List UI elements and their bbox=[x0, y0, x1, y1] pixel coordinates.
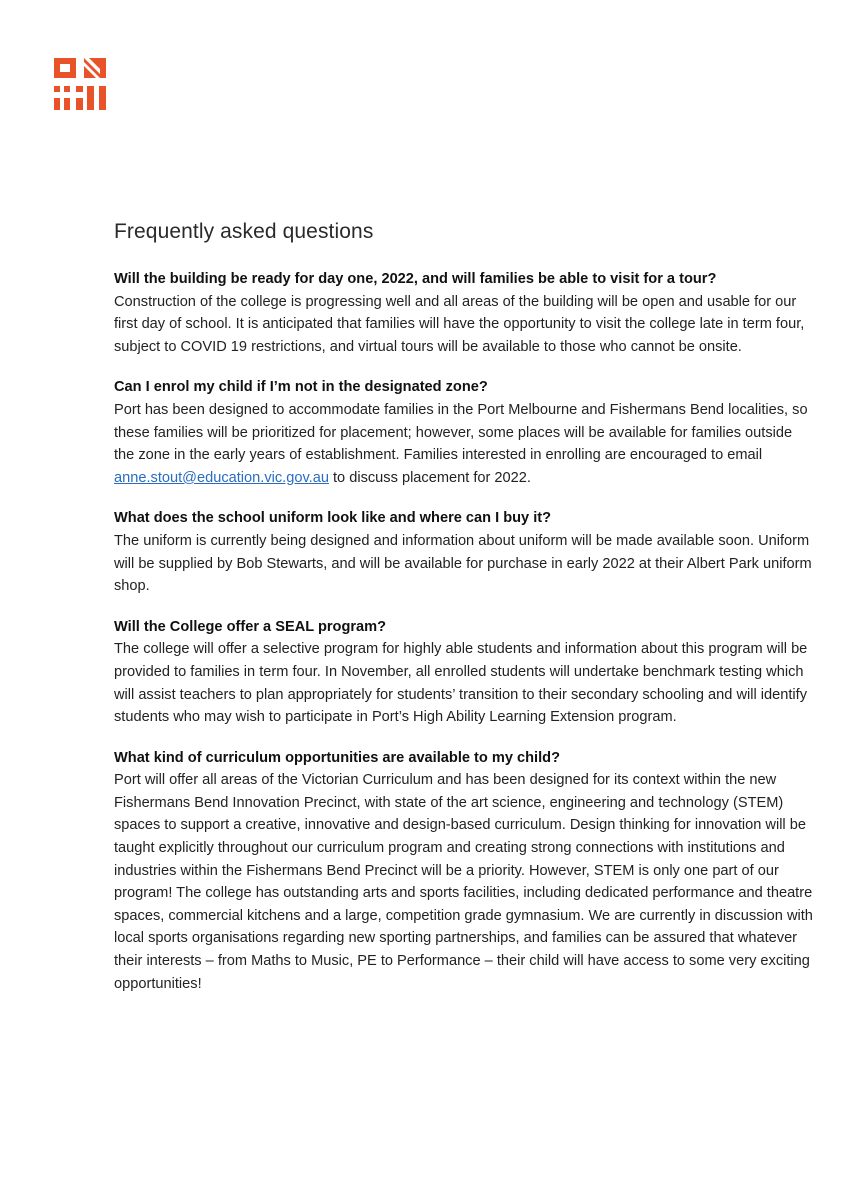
faq-item bbox=[114, 507, 814, 597]
faq-item bbox=[114, 268, 814, 358]
faq-item bbox=[114, 616, 814, 729]
faq-question: Will the building be ready for day one, 2022, and will families be able to visit for a tour? bbox=[114, 271, 717, 287]
faq-question: Will the College offer a SEAL program? bbox=[114, 618, 387, 635]
faq-question: What kind of curriculum opportunities are available to my child? bbox=[114, 749, 560, 766]
faq-answer-text: Port has been designed to accommodate families in the Port Melbourne and Fishermans Bend localities, so these families will be prioritized for placement; however, some places will be available for families outside the zone in the early years of establishment. Families interested in enrolling are encouraged to email bbox=[114, 401, 808, 464]
faq-item bbox=[114, 376, 814, 489]
faq-answer-text: to discuss placement for 2022. bbox=[328, 469, 531, 486]
faq-question: What does the school uniform look like and where can I buy it? bbox=[114, 510, 552, 527]
faq-answer: The uniform is currently being designed and information about uniform will be made available soon. Uniform will be supplied by Bob Stewarts, and will be available for purchase in early 2022 at their Albert Park uniform shop. bbox=[114, 532, 812, 595]
email-link[interactable]: anne.stout@education.vic.gov.au bbox=[114, 469, 329, 486]
faq-question: Can I enrol my child if I’m not in the designated zone? bbox=[114, 379, 488, 396]
faq-answer bbox=[114, 399, 814, 489]
faq-answer: Port will offer all areas of the Victorian Curriculum and has been designed for its context within the new Fishermans Bend Innovation Precinct, with state of the art science, engineering and technology (STEM) spaces to support a creative, innovative and design-based curriculum. Design thinking for innovation will be taught explicitly throughout our curriculum program and creating strong connections with institutions and industries within the Fishermans Bend Precinct will be a priority. However, STEM is only one part of our program! The college has outstanding arts and sports facilities, including dedicated performance and theatre spaces, commercial kitchens and a large, competition grade gymnasium. We are currently in discussion with local sports organisations regarding new sporting partnerships, and families can be assured that whatever their interests – from Maths to Music, PE to Performance – their child will have access to some very exciting opportunities! bbox=[114, 772, 813, 992]
faq-item bbox=[114, 747, 814, 996]
faq-answer: The college will offer a selective program for highly able students and information about this program will be provided to families in term four. In November, all enrolled students will undertake benchmark testing which will assist teachers to plan appropriately for students’ transition to their secondary schooling and will identify students who may wish to participate in Port’s High Ability Learning Extension program. bbox=[114, 641, 808, 726]
document-body bbox=[114, 218, 814, 1013]
page-title: Frequently asked questions bbox=[114, 220, 374, 243]
port-college-logo-icon bbox=[54, 58, 108, 110]
faq-answer: Construction of the college is progressing well and all areas of the building will be open and usable for our first day of school. It is anticipated that families will have the opportunity to visit the college late in term four, subject to COVID 19 restrictions, and virtual tours will be available to those who cannot be onsite. bbox=[114, 293, 805, 355]
